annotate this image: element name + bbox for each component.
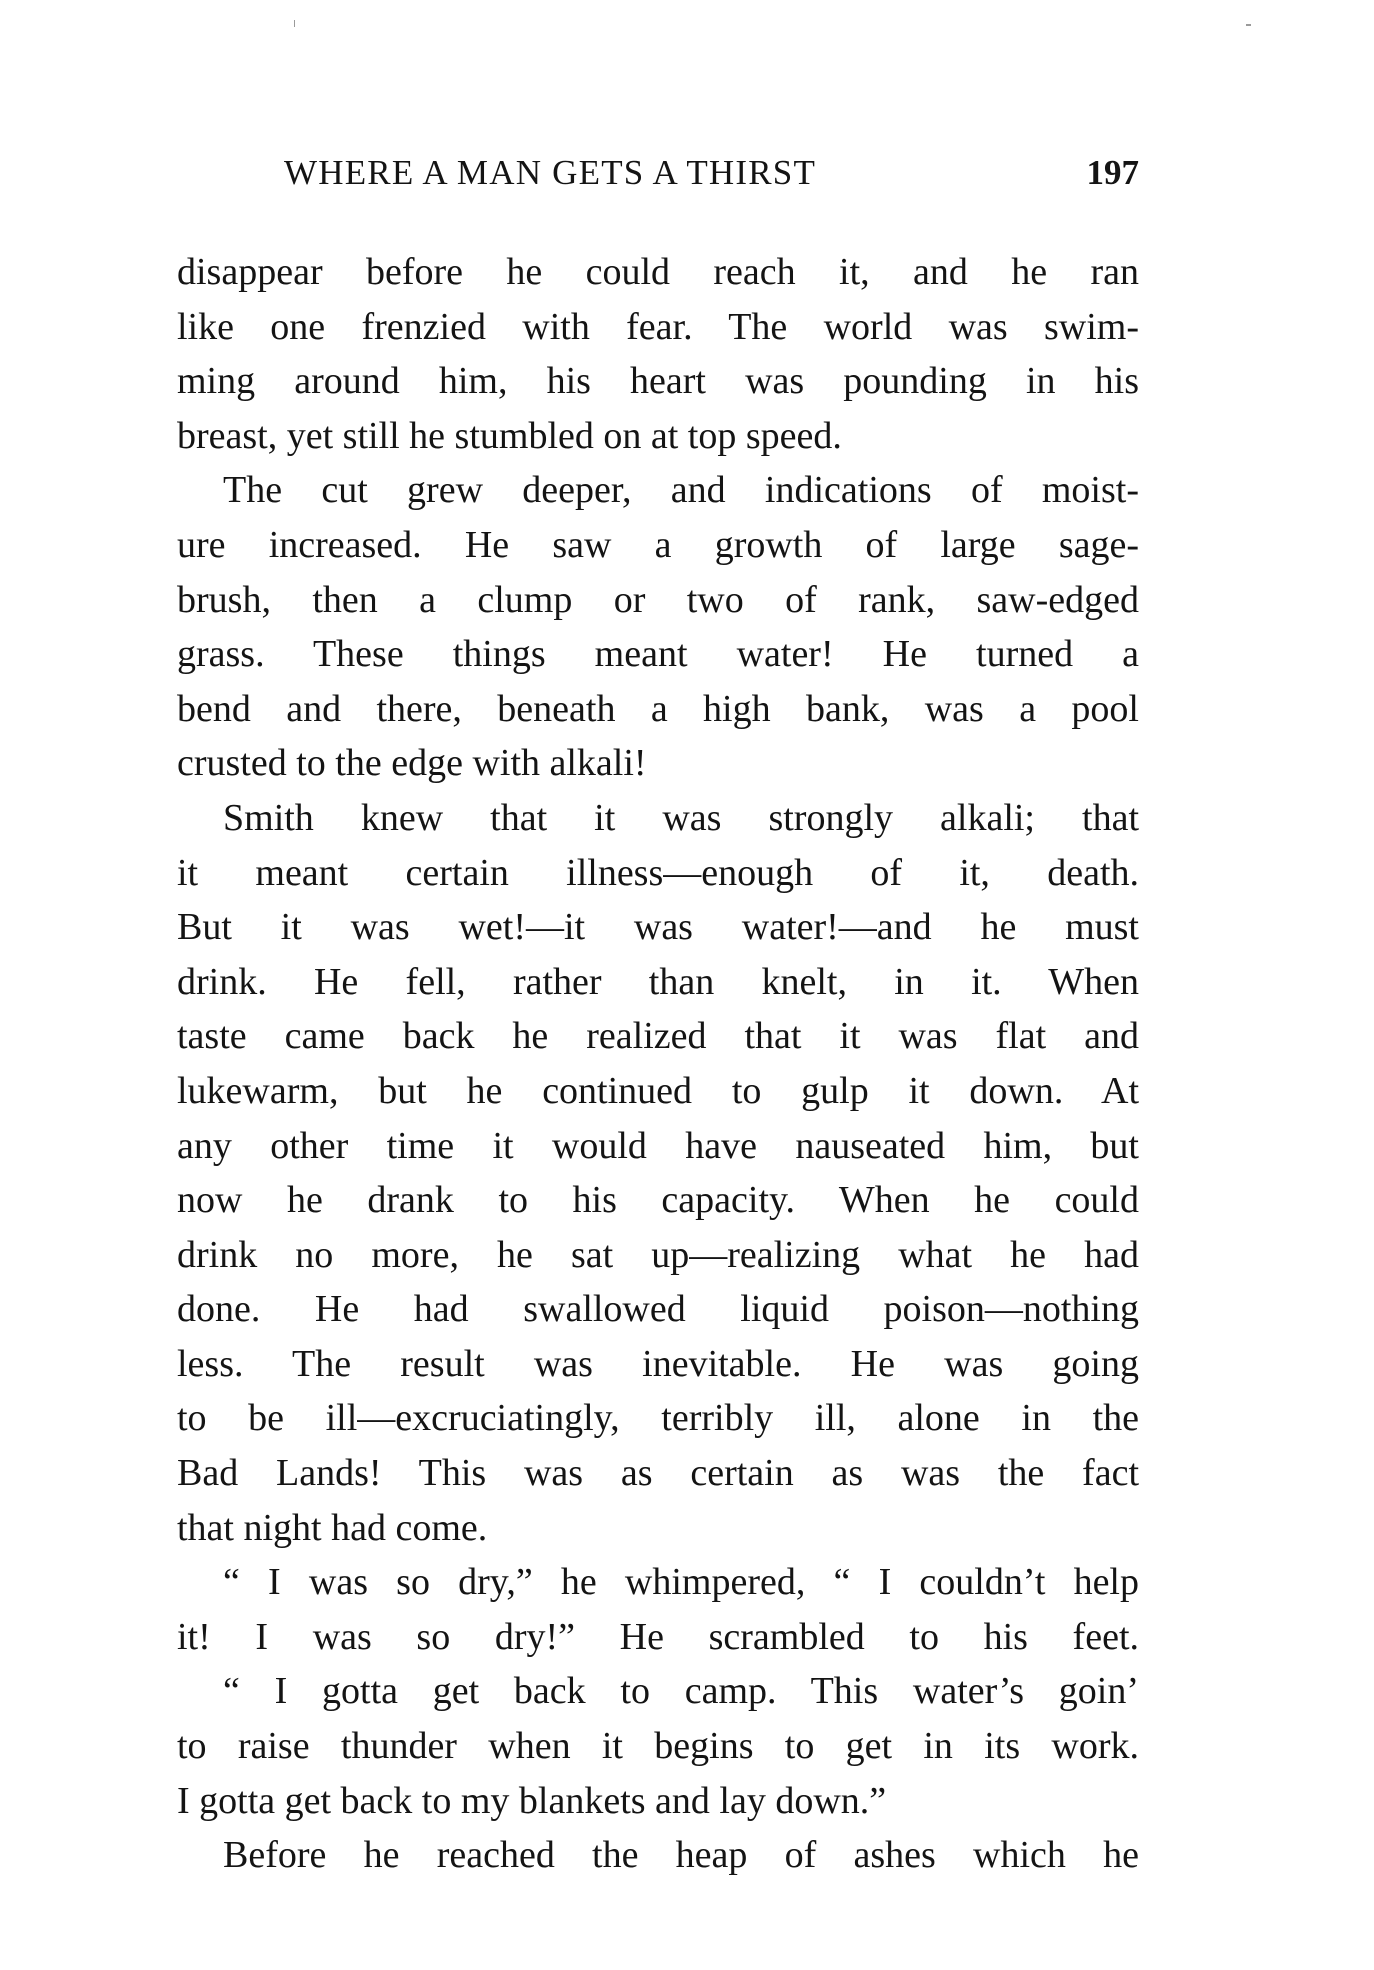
text-line: bend and there, beneath a high bank, was a pool (177, 687, 1139, 730)
text-line: disappear before he could reach it, and he ran (177, 251, 1139, 293)
text-line: But it was wet!—it was water!—and he must (177, 906, 1139, 949)
text-line: “ I was so dry,” he whimpered, “ I couldn’t help (223, 1561, 1139, 1604)
text-line: I gotta get back to my blankets and lay down.” (177, 1779, 887, 1822)
text-line: Smith knew that it was strongly alkali; that (223, 796, 1139, 839)
text-line: lukewarm, but he continued to gulp it down. At (177, 1069, 1139, 1112)
text-line: like one frenzied with fear. The world was swim- (177, 305, 1139, 348)
text-line: The cut grew deeper, and indications of moist- (223, 469, 1139, 512)
text-line: any other time it would have nauseated him, but (177, 1124, 1139, 1167)
scan-speck (1246, 24, 1251, 26)
text-line: grass. These things meant water! He turned a (177, 633, 1139, 676)
text-line: ming around him, his heart was pounding in his (177, 360, 1139, 403)
running-head (284, 148, 1139, 198)
text-line: crusted to the edge with alkali! (177, 742, 647, 785)
text-line: done. He had swallowed liquid poison—nothing (177, 1288, 1139, 1331)
body-text (177, 245, 1139, 1883)
text-line: taste came back he realized that it was flat and (177, 1015, 1139, 1058)
text-line: drink no more, he sat up—realizing what he had (177, 1233, 1139, 1276)
page-number: 197 (1086, 153, 1139, 192)
text-line: Before he reached the heap of ashes which he (223, 1834, 1139, 1877)
text-line: brush, then a clump or two of rank, saw-edged (177, 578, 1139, 621)
text-line: Bad Lands! This was as certain as was the fact (177, 1452, 1139, 1495)
text-line: it! I was so dry!” He scrambled to his feet. (177, 1615, 1139, 1658)
text-line: less. The result was inevitable. He was going (177, 1342, 1139, 1385)
text-line: to be ill—excruciatingly, terribly ill, alone in the (177, 1397, 1139, 1440)
text-line: to raise thunder when it begins to get in its work. (177, 1725, 1139, 1768)
text-line: it meant certain illness—enough of it, death. (177, 851, 1139, 894)
text-line: drink. He fell, rather than knelt, in it. When (177, 960, 1139, 1003)
text-line: ure increased. He saw a growth of large sage- (177, 523, 1139, 566)
text-line: that night had come. (177, 1506, 488, 1549)
running-title: WHERE A MAN GETS A THIRST (284, 153, 817, 192)
scan-speck (294, 20, 295, 27)
text-line: breast, yet still he stumbled on at top speed. (177, 414, 842, 457)
text-line: now he drank to his capacity. When he could (177, 1179, 1139, 1222)
text-line: “ I gotta get back to camp. This water’s goin’ (223, 1670, 1139, 1713)
